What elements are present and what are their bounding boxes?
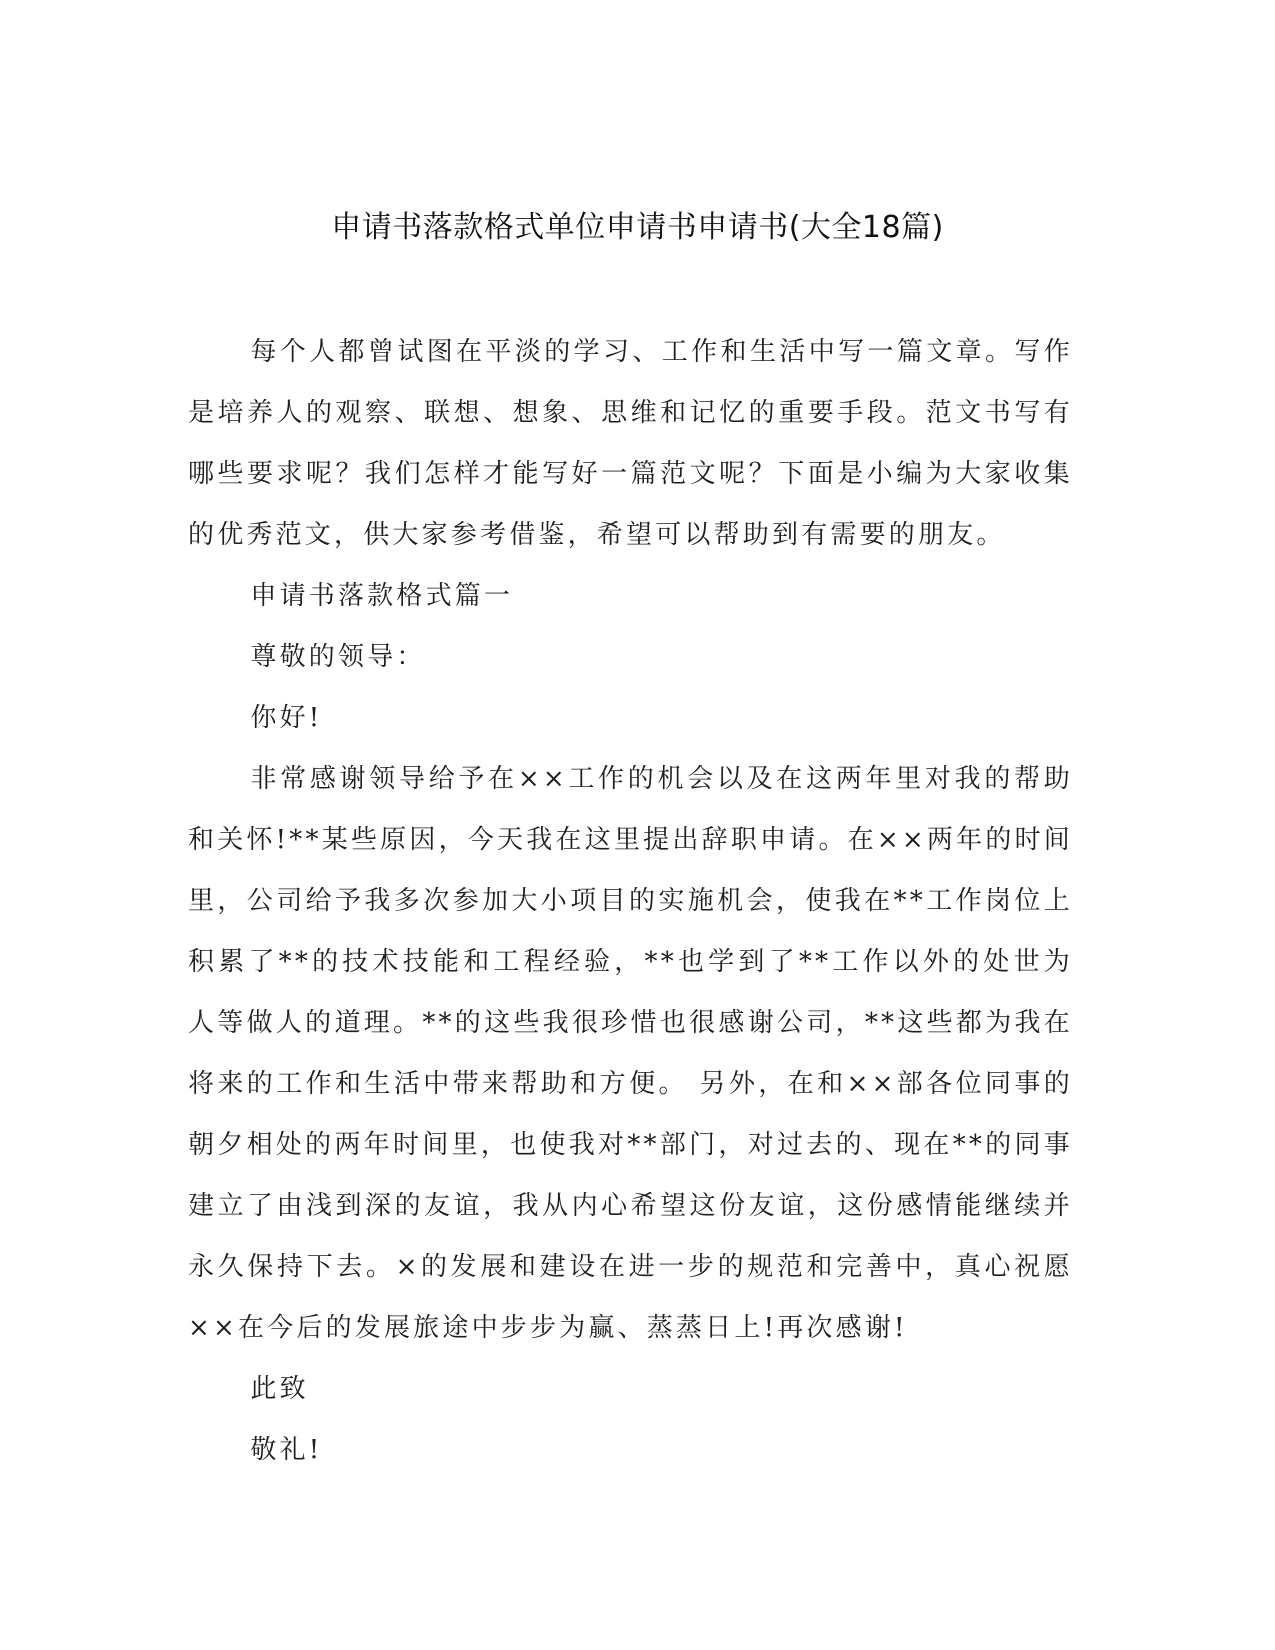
section-heading: 申请书落款格式篇一 (250, 581, 514, 611)
intro-paragraph: 每个人都曾试图在平淡的学习、工作和生活中写一篇文章。写作是培养人的观察、联想、想象、思维和记忆的重要手段。范文书写有哪些要求呢？我们怎样才能写好一篇范文呢？下面是小编为大家收集的优秀范文，供大家参考借鉴，希望可以帮助到有需要的朋友。 (188, 337, 1073, 550)
document-body (188, 322, 1073, 1481)
closing-line: 此致 (250, 1374, 309, 1404)
document-title: 申请书落款格式单位申请书申请书(大全18篇) (331, 210, 944, 245)
salutation: 尊敬的领导： (250, 642, 426, 672)
closing-regards: 敬礼! (250, 1435, 323, 1465)
letter-body-paragraph: 非常感谢领导给予在××工作的机会以及在这两年里对我的帮助和关怀!**某些原因，今天我在这里提出辞职申请。在××两年的时间里，公司给予我多次参加大小项目的实施机会，使我在**工作岗位上积累了**的技术技能和工程经验，**也学到了**工作以外的处世为人等做人的道理。**的这些我很珍惜也很感谢公司，**这些都为我在将来的工作和生活中带来帮助和方便。 另外，在和××部各位同事的朝夕相处的两年时间里，也使我对**部门，对过去的、现在**的同事建立了由浅到深的友谊，我从内心希望这份友谊，这份感情能继续并永久保持下去。×的发展和建设在进一步的规范和完善中，真心祝愿××在今后的发展旅途中步步为赢、蒸蒸日上!再次感谢! (188, 764, 1073, 1343)
greeting: 你好! (250, 703, 323, 733)
